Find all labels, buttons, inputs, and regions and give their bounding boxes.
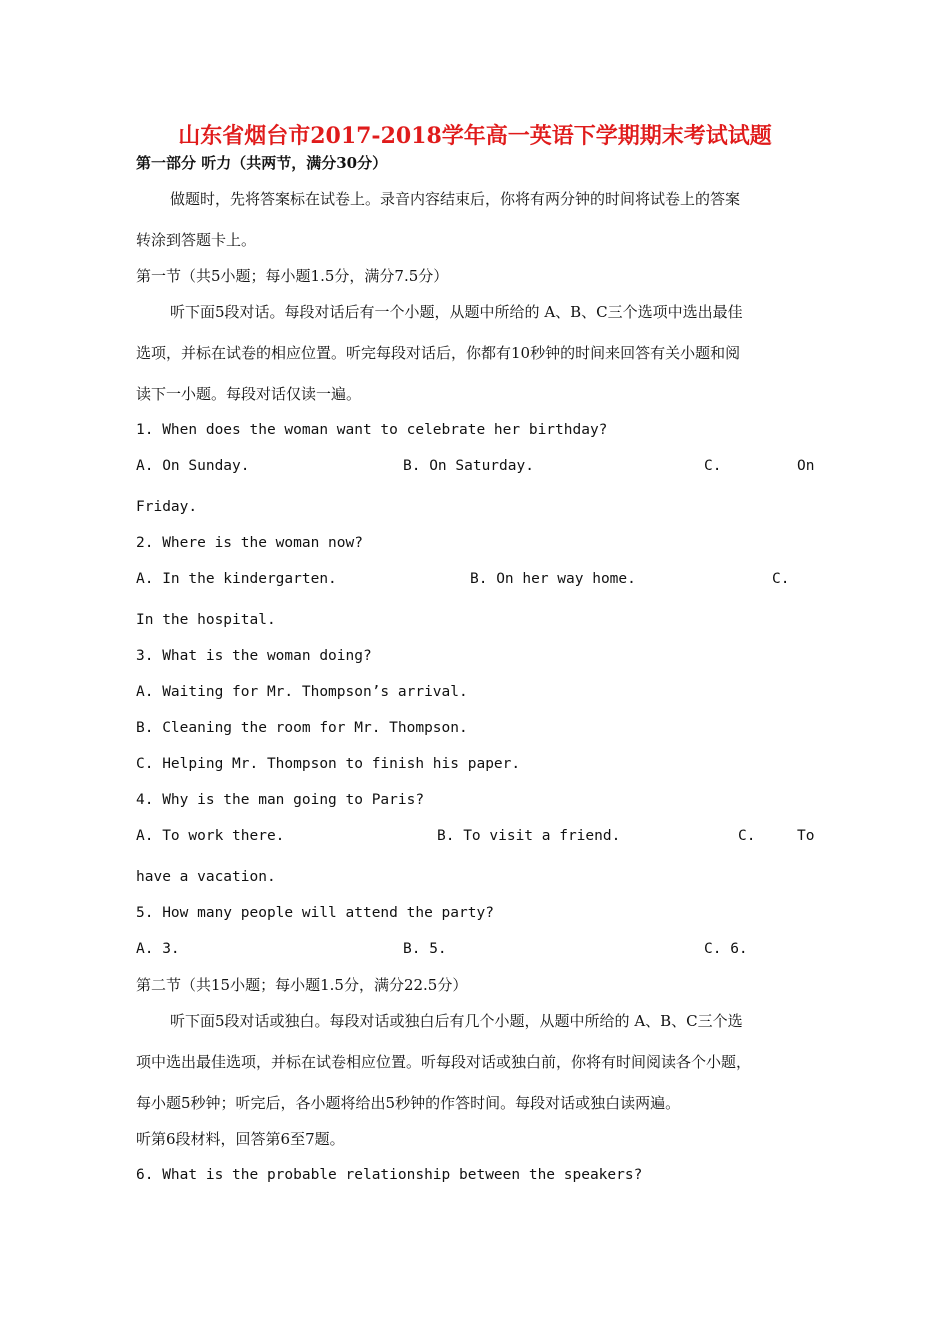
q1-stem: 1. When does the woman want to celebrate her birthday? bbox=[136, 422, 608, 438]
q1-option-a: A. On Sunday. bbox=[136, 458, 250, 474]
section2-instruction-2: 项中选出最佳选项，并标在试卷相应位置。听每段对话或独白前，你将有时间阅读各个小题， bbox=[136, 1053, 752, 1071]
q4-option-c-label: C. bbox=[738, 828, 756, 844]
q4-stem: 4. Why is the man going to Paris? bbox=[136, 792, 425, 808]
q5-option-c: C. 6. bbox=[704, 941, 748, 957]
section2-instruction-1: 听下面5段对话或独白。每段对话或独白后有几个小题，从题中所给的 A、B、C三个选 bbox=[170, 1012, 743, 1030]
q3-option-b: B. Cleaning the room for Mr. Thompson. bbox=[136, 720, 468, 736]
q6-stem: 6. What is the probable relationship between the speakers? bbox=[136, 1167, 643, 1183]
q1-option-c-label: C. bbox=[704, 458, 722, 474]
page-title: 山东省烟台市2017-2018学年高一英语下学期期末考试试题 bbox=[178, 123, 772, 149]
q4-option-c-continued: have a vacation. bbox=[136, 869, 276, 885]
q1-option-c-word: On bbox=[797, 458, 815, 474]
q2-option-c-continued: In the hospital. bbox=[136, 612, 276, 628]
q1-option-b: B. On Saturday. bbox=[403, 458, 534, 474]
q4-option-a: A. To work there. bbox=[136, 828, 285, 844]
section2-instruction-3: 每小题5秒钟；听完后，各小题将给出5秒钟的作答时间。每段对话或独白读两遍。 bbox=[136, 1094, 681, 1112]
q4-option-c-word: To bbox=[797, 828, 815, 844]
material-6-note: 听第6段材料，回答第6至7题。 bbox=[136, 1130, 345, 1148]
q2-stem: 2. Where is the woman now? bbox=[136, 535, 363, 551]
intro-line-1: 做题时，先将答案标在试卷上。录音内容结束后，你将有两分钟的时间将试卷上的答案 bbox=[170, 190, 741, 208]
q4-option-b: B. To visit a friend. bbox=[437, 828, 621, 844]
section1-heading: 第一节（共5小题；每小题1.5分，满分7.5分） bbox=[136, 267, 449, 285]
q3-option-c: C. Helping Mr. Thompson to finish his paper. bbox=[136, 756, 521, 772]
q2-option-c-label: C. bbox=[772, 571, 790, 587]
q5-stem: 5. How many people will attend the party? bbox=[136, 905, 494, 921]
q2-option-b: B. On her way home. bbox=[470, 571, 636, 587]
section2-heading: 第二节（共15小题；每小题1.5分，满分22.5分） bbox=[136, 976, 468, 994]
section1-instruction-1: 听下面5段对话。每段对话后有一个小题，从题中所给的 A、B、C三个选项中选出最佳 bbox=[170, 303, 743, 321]
q1-option-c-continued: Friday. bbox=[136, 499, 198, 515]
q5-option-a: A. 3. bbox=[136, 941, 180, 957]
q3-stem: 3. What is the woman doing? bbox=[136, 648, 372, 664]
part1-heading: 第一部分 听力（共两节，满分30分） bbox=[136, 154, 388, 172]
q5-option-b: B. 5. bbox=[403, 941, 447, 957]
intro-line-2: 转涂到答题卡上。 bbox=[136, 231, 257, 249]
q2-option-a: A. In the kindergarten. bbox=[136, 571, 337, 587]
q3-option-a: A. Waiting for Mr. Thompson’s arrival. bbox=[136, 684, 468, 700]
section1-instruction-3: 读下一小题。每段对话仅读一遍。 bbox=[136, 385, 362, 403]
section1-instruction-2: 选项，并标在试卷的相应位置。听完每段对话后，你都有10秒钟的时间来回答有关小题和阅 bbox=[136, 344, 741, 362]
